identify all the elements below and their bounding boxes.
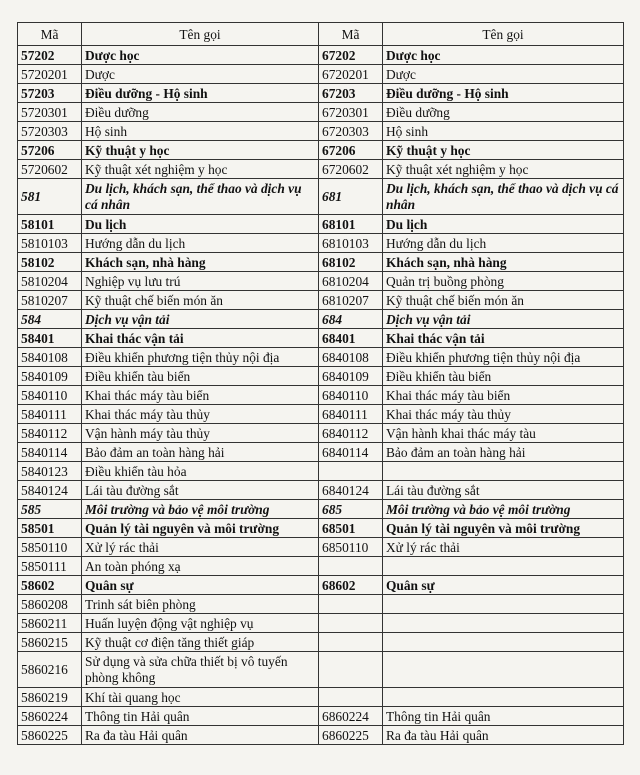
table-row xyxy=(18,46,624,65)
table-row xyxy=(18,160,624,179)
name-cell-left: Huấn luyện động vật nghiệp vụ xyxy=(82,614,319,633)
name-cell-left: An toàn phóng xạ xyxy=(82,557,319,576)
code-cell-left: 5720303 xyxy=(18,122,82,141)
name-cell-left: Vận hành máy tàu thủy xyxy=(82,424,319,443)
name-cell-right: Quân sự xyxy=(383,576,624,595)
table-row xyxy=(18,253,624,272)
code-cell-right: 685 xyxy=(319,500,383,519)
name-cell-right: Khai thác máy tàu biển xyxy=(383,386,624,405)
table-row xyxy=(18,405,624,424)
name-cell-right: Dịch vụ vận tải xyxy=(383,310,624,329)
occupation-code-table xyxy=(17,22,624,745)
table-row xyxy=(18,329,624,348)
name-cell-left: Hướng dẫn du lịch xyxy=(82,234,319,253)
code-cell-right: 68101 xyxy=(319,215,383,234)
name-cell-right: Điều khiển tàu biển xyxy=(383,367,624,386)
code-cell-right: 6840109 xyxy=(319,367,383,386)
code-cell-left: 58401 xyxy=(18,329,82,348)
name-cell-left: Kỹ thuật y học xyxy=(82,141,319,160)
name-cell-left: Điều khiển tàu hỏa xyxy=(82,462,319,481)
code-cell-right: 6840108 xyxy=(319,348,383,367)
code-cell-left: 5840112 xyxy=(18,424,82,443)
code-cell-left: 5860215 xyxy=(18,633,82,652)
code-cell-right: 6720201 xyxy=(319,65,383,84)
table-header-row xyxy=(18,23,624,46)
name-cell-right xyxy=(383,557,624,576)
table-row xyxy=(18,65,624,84)
name-cell-right xyxy=(383,462,624,481)
table-row xyxy=(18,310,624,329)
code-cell-left: 5810207 xyxy=(18,291,82,310)
code-cell-right: 6810207 xyxy=(319,291,383,310)
name-cell-left: Khai thác vận tải xyxy=(82,329,319,348)
code-cell-left: 5810103 xyxy=(18,234,82,253)
table-row xyxy=(18,652,624,688)
code-cell-left: 58501 xyxy=(18,519,82,538)
name-cell-left: Trinh sát biên phòng xyxy=(82,595,319,614)
code-cell-left: 57206 xyxy=(18,141,82,160)
code-cell-left: 5840114 xyxy=(18,443,82,462)
code-cell-right: 6840111 xyxy=(319,405,383,424)
code-cell-right xyxy=(319,652,383,688)
code-cell-left: 5840109 xyxy=(18,367,82,386)
code-cell-left: 5850110 xyxy=(18,538,82,557)
name-cell-right: Xử lý rác thải xyxy=(383,538,624,557)
name-cell-right xyxy=(383,614,624,633)
name-cell-right: Lái tàu đường sắt xyxy=(383,481,624,500)
name-cell-right: Điều khiển phương tiện thủy nội địa xyxy=(383,348,624,367)
name-cell-left: Khai thác máy tàu biển xyxy=(82,386,319,405)
name-cell-left: Xử lý rác thải xyxy=(82,538,319,557)
name-cell-left: Sử dụng và sửa chữa thiết bị vô tuyến phòng không xyxy=(82,652,319,688)
code-cell-right: 6810204 xyxy=(319,272,383,291)
code-cell-right: 6720301 xyxy=(319,103,383,122)
name-cell-right: Thông tin Hải quân xyxy=(383,707,624,726)
name-cell-right: Môi trường và bảo vệ môi trường xyxy=(383,500,624,519)
table-row xyxy=(18,688,624,707)
code-cell-right: 6860224 xyxy=(319,707,383,726)
code-cell-right: 67202 xyxy=(319,46,383,65)
name-cell-right: Quản trị buồng phòng xyxy=(383,272,624,291)
name-cell-right: Kỹ thuật y học xyxy=(383,141,624,160)
table-row xyxy=(18,614,624,633)
code-cell-right: 68602 xyxy=(319,576,383,595)
code-cell-left: 5860208 xyxy=(18,595,82,614)
name-cell-left: Điều khiển tàu biển xyxy=(82,367,319,386)
name-cell-right: Kỹ thuật xét nghiệm y học xyxy=(383,160,624,179)
code-cell-right: 68102 xyxy=(319,253,383,272)
name-cell-right: Khai thác máy tàu thủy xyxy=(383,405,624,424)
code-cell-right xyxy=(319,462,383,481)
name-cell-left: Hộ sinh xyxy=(82,122,319,141)
table-row xyxy=(18,707,624,726)
code-cell-left: 58101 xyxy=(18,215,82,234)
code-cell-left: 5860216 xyxy=(18,652,82,688)
name-cell-left: Du lịch xyxy=(82,215,319,234)
table-body xyxy=(18,46,624,745)
code-cell-right: 6840124 xyxy=(319,481,383,500)
table-row xyxy=(18,103,624,122)
code-cell-right: 68501 xyxy=(319,519,383,538)
name-cell-right: Du lịch, khách sạn, thể thao và dịch vụ cá nhân xyxy=(383,179,624,215)
code-cell-left: 5860219 xyxy=(18,688,82,707)
table-row xyxy=(18,424,624,443)
table-row xyxy=(18,84,624,103)
name-cell-left: Kỹ thuật cơ điện tăng thiết giáp xyxy=(82,633,319,652)
code-cell-left: 5720602 xyxy=(18,160,82,179)
name-cell-left: Kỹ thuật chế biến món ăn xyxy=(82,291,319,310)
name-cell-right: Hướng dẫn du lịch xyxy=(383,234,624,253)
name-cell-right: Quản lý tài nguyên và môi trường xyxy=(383,519,624,538)
name-cell-left: Nghiệp vụ lưu trú xyxy=(82,272,319,291)
code-cell-right xyxy=(319,595,383,614)
name-cell-right: Dược xyxy=(383,65,624,84)
name-cell-right: Dược học xyxy=(383,46,624,65)
table-row xyxy=(18,179,624,215)
code-cell-left: 5720301 xyxy=(18,103,82,122)
table-row xyxy=(18,348,624,367)
name-cell-right: Vận hành khai thác máy tàu xyxy=(383,424,624,443)
code-cell-right: 6860225 xyxy=(319,726,383,745)
name-cell-right: Khai thác vận tải xyxy=(383,329,624,348)
code-cell-right xyxy=(319,688,383,707)
name-cell-right: Bảo đảm an toàn hàng hải xyxy=(383,443,624,462)
code-cell-left: 58602 xyxy=(18,576,82,595)
table-row xyxy=(18,726,624,745)
code-cell-right: 68401 xyxy=(319,329,383,348)
code-cell-left: 5860224 xyxy=(18,707,82,726)
table-row xyxy=(18,500,624,519)
name-cell-right: Khách sạn, nhà hàng xyxy=(383,253,624,272)
name-cell-right xyxy=(383,652,624,688)
name-cell-left: Khí tài quang học xyxy=(82,688,319,707)
code-cell-right: 6850110 xyxy=(319,538,383,557)
code-cell-left: 5840123 xyxy=(18,462,82,481)
name-cell-left: Khách sạn, nhà hàng xyxy=(82,253,319,272)
table-row xyxy=(18,519,624,538)
table-row xyxy=(18,557,624,576)
table-row xyxy=(18,122,624,141)
table-row xyxy=(18,367,624,386)
code-cell-right xyxy=(319,557,383,576)
table-row xyxy=(18,272,624,291)
code-cell-left: 5840111 xyxy=(18,405,82,424)
name-cell-left: Quản lý tài nguyên và môi trường xyxy=(82,519,319,538)
name-cell-left: Điều dưỡng xyxy=(82,103,319,122)
table-row xyxy=(18,141,624,160)
code-cell-right xyxy=(319,633,383,652)
name-cell-left: Môi trường và bảo vệ môi trường xyxy=(82,500,319,519)
code-cell-right: 6810103 xyxy=(319,234,383,253)
table-row xyxy=(18,576,624,595)
code-cell-right: 6840114 xyxy=(319,443,383,462)
code-cell-left: 585 xyxy=(18,500,82,519)
name-cell-left: Lái tàu đường sắt xyxy=(82,481,319,500)
name-cell-left: Du lịch, khách sạn, thể thao và dịch vụ cá nhân xyxy=(82,179,319,215)
table-row xyxy=(18,462,624,481)
name-cell-right: Ra đa tàu Hải quân xyxy=(383,726,624,745)
table-row xyxy=(18,234,624,253)
code-cell-left: 5860225 xyxy=(18,726,82,745)
code-cell-left: 5850111 xyxy=(18,557,82,576)
code-cell-left: 5840110 xyxy=(18,386,82,405)
code-cell-right: 67206 xyxy=(319,141,383,160)
code-cell-left: 5840124 xyxy=(18,481,82,500)
name-cell-right xyxy=(383,688,624,707)
name-cell-right: Điều dưỡng xyxy=(383,103,624,122)
code-cell-left: 5810204 xyxy=(18,272,82,291)
code-cell-right xyxy=(319,614,383,633)
code-cell-right: 6840110 xyxy=(319,386,383,405)
table-row xyxy=(18,481,624,500)
code-cell-right: 6720303 xyxy=(319,122,383,141)
name-cell-right: Điều dưỡng - Hộ sinh xyxy=(383,84,624,103)
header-code-left: Mã xyxy=(18,23,82,46)
name-cell-left: Quân sự xyxy=(82,576,319,595)
header-code-right: Mã xyxy=(319,23,383,46)
code-cell-left: 57202 xyxy=(18,46,82,65)
name-cell-right xyxy=(383,595,624,614)
header-name-right: Tên gọi xyxy=(383,23,624,46)
table-row xyxy=(18,386,624,405)
name-cell-left: Bảo đảm an toàn hàng hải xyxy=(82,443,319,462)
table-row xyxy=(18,291,624,310)
code-cell-right: 684 xyxy=(319,310,383,329)
code-cell-right: 681 xyxy=(319,179,383,215)
code-cell-left: 58102 xyxy=(18,253,82,272)
name-cell-left: Khai thác máy tàu thủy xyxy=(82,405,319,424)
name-cell-left: Dược xyxy=(82,65,319,84)
name-cell-left: Điều dưỡng - Hộ sinh xyxy=(82,84,319,103)
code-cell-left: 5860211 xyxy=(18,614,82,633)
code-cell-left: 584 xyxy=(18,310,82,329)
table-row xyxy=(18,215,624,234)
name-cell-left: Điều khiển phương tiện thủy nội địa xyxy=(82,348,319,367)
name-cell-left: Dịch vụ vận tải xyxy=(82,310,319,329)
header-name-left: Tên gọi xyxy=(82,23,319,46)
code-cell-left: 5720201 xyxy=(18,65,82,84)
code-cell-left: 5840108 xyxy=(18,348,82,367)
name-cell-right xyxy=(383,633,624,652)
table-row xyxy=(18,595,624,614)
code-cell-left: 57203 xyxy=(18,84,82,103)
table-row xyxy=(18,633,624,652)
name-cell-right: Hộ sinh xyxy=(383,122,624,141)
code-cell-right: 6840112 xyxy=(319,424,383,443)
code-cell-left: 581 xyxy=(18,179,82,215)
name-cell-right: Kỹ thuật chế biến món ăn xyxy=(383,291,624,310)
name-cell-left: Thông tin Hải quân xyxy=(82,707,319,726)
code-cell-right: 6720602 xyxy=(319,160,383,179)
name-cell-left: Kỹ thuật xét nghiệm y học xyxy=(82,160,319,179)
name-cell-left: Dược học xyxy=(82,46,319,65)
table-row xyxy=(18,443,624,462)
table-row xyxy=(18,538,624,557)
name-cell-left: Ra đa tàu Hải quân xyxy=(82,726,319,745)
name-cell-right: Du lịch xyxy=(383,215,624,234)
code-cell-right: 67203 xyxy=(319,84,383,103)
